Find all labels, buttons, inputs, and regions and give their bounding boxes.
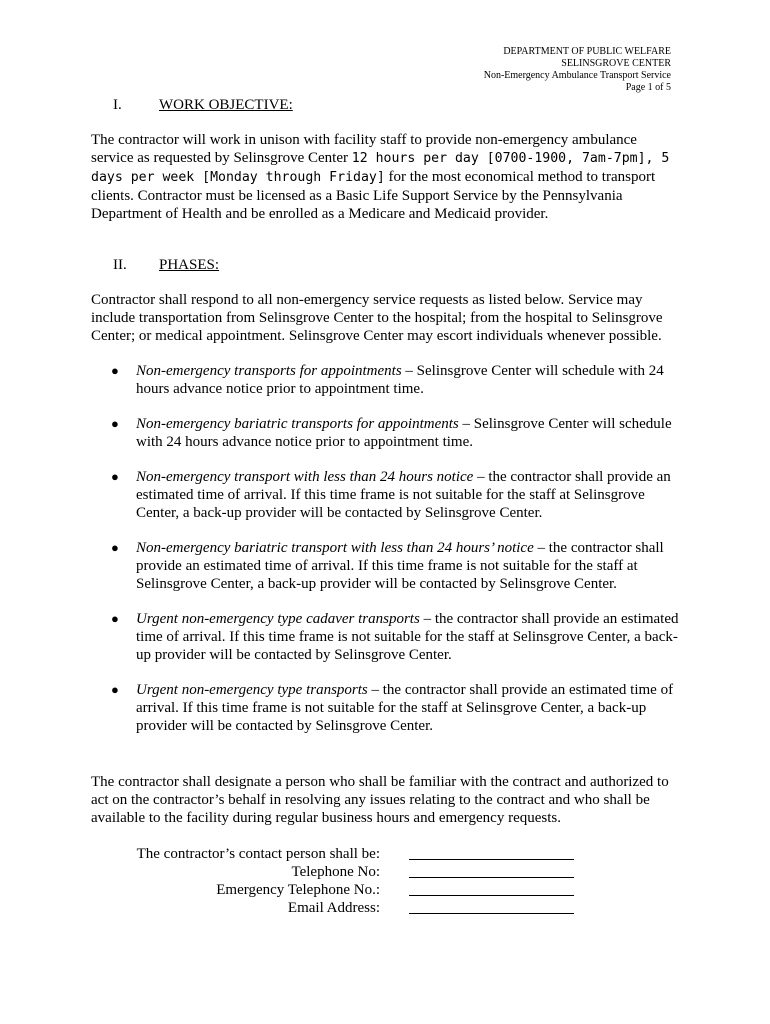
section-1-heading <box>113 96 293 114</box>
list-item <box>91 681 681 735</box>
page-header <box>484 46 671 94</box>
bullet-lead: Non-emergency bariatric transports for appointments <box>136 416 459 432</box>
section-1-number: I. <box>113 97 122 113</box>
section-2-number: II. <box>113 257 127 273</box>
bullet-lead: Urgent non-emergency type transports <box>136 682 368 698</box>
telephone-label: Telephone No: <box>291 864 380 880</box>
list-item <box>91 415 681 451</box>
bullet-icon: ● <box>111 469 119 484</box>
bullet-lead: Non-emergency bariatric transport with less than 24 hours’ notice <box>136 540 534 556</box>
bullet-icon: ● <box>111 611 119 626</box>
list-item <box>91 539 681 593</box>
phases-intro-paragraph: Contractor shall respond to all non-emergency service requests as listed below. Service may include transportation from Selinsgrove Center to the hospital; from the hospital to Selinsgrove Center; or medical appointment. Selinsgrove Center may escort individuals whenever possible. <box>91 292 663 344</box>
list-item <box>91 362 681 398</box>
emergency-telephone-row <box>91 881 591 899</box>
work-objective-text-a: The contractor will work in unison with facility staff to provide non-emergency ambulance service as requested by Selinsgrove Center <box>91 132 637 166</box>
contact-person-label: The contractor’s contact person shall be: <box>136 846 380 862</box>
email-field[interactable] <box>409 913 574 914</box>
bullet-icon: ● <box>111 363 119 378</box>
bullet-text: – Selinsgrove Center will schedule with 24 hours advance notice prior to appointment time. <box>136 363 664 397</box>
bullet-icon: ● <box>111 682 119 697</box>
list-item <box>91 610 681 664</box>
phases-bullet-list <box>91 362 681 752</box>
contact-person-row <box>91 845 591 863</box>
bullet-lead: Non-emergency transport with less than 24 hours notice <box>136 469 474 485</box>
designate-paragraph: The contractor shall designate a person who shall be familiar with the contract and authorized to act on the contractor’s behalf in resolving any issues relating to the contract and who shall be available to the facility during regular business hours and emergency requests. <box>91 774 669 826</box>
contact-form <box>91 845 591 917</box>
list-item <box>91 468 681 522</box>
header-page-number: Page 1 of 5 <box>625 82 671 93</box>
emergency-telephone-label: Emergency Telephone No.: <box>216 882 380 898</box>
bullet-text: – Selinsgrove Center will schedule with 24 hours advance notice prior to appointment time. <box>136 416 672 450</box>
work-objective-text-b: for the most economical method to transport clients. Contractor must be licensed as a Basic Life Support Service by the Pennsylvania Department of Health and be enrolled as a Medicare and Medicaid provider. <box>91 169 656 222</box>
section-2-title: PHASES: <box>159 257 220 273</box>
telephone-row <box>91 863 591 881</box>
header-service: Non-Emergency Ambulance Transport Service <box>483 70 671 81</box>
bullet-icon: ● <box>111 416 119 431</box>
telephone-field[interactable] <box>409 877 574 878</box>
section-2-heading <box>113 256 219 274</box>
bullet-lead: Non-emergency transports for appointments <box>136 363 402 379</box>
bullet-text: – the contractor shall provide an estimated time of arrival. If this time frame is not suitable for the staff at Selinsgrove Center, a back-up provider will be contacted by Selinsgrove Center. <box>136 469 671 521</box>
header-center: SELINSGROVE CENTER <box>561 58 671 69</box>
email-row <box>91 899 591 917</box>
work-objective-paragraph <box>91 131 681 223</box>
section-1-title: WORK OBJECTIVE: <box>159 97 293 113</box>
bullet-lead: Urgent non-emergency type cadaver transports <box>136 611 420 627</box>
contact-person-field[interactable] <box>409 859 574 860</box>
header-department: DEPARTMENT OF PUBLIC WELFARE <box>503 46 671 57</box>
emergency-telephone-field[interactable] <box>409 895 574 896</box>
bullet-text: – the contractor shall provide an estimated time of arrival. If this time frame is not suitable for the staff at Selinsgrove Center, a back-up provider will be contacted by Selinsgrove Center. <box>136 540 664 592</box>
email-label: Email Address: <box>287 900 380 916</box>
bullet-icon: ● <box>111 540 119 555</box>
bullet-text: – the contractor shall provide an estimated time of arrival. If this time frame is not suitable for the staff at Selinsgrove Center, a back-up provider will be contacted by Selinsgrove Center. <box>136 682 674 734</box>
bullet-text: – the contractor shall provide an estimated time of arrival. If this time frame is not suitable for the staff at Selinsgrove Center, a back-up provider will be contacted by Selinsgrove Center. <box>136 611 679 663</box>
work-objective-hours: 12 hours per day [0700-1900, 7am-7pm], 5 days per week [Monday through Friday] <box>91 151 670 185</box>
